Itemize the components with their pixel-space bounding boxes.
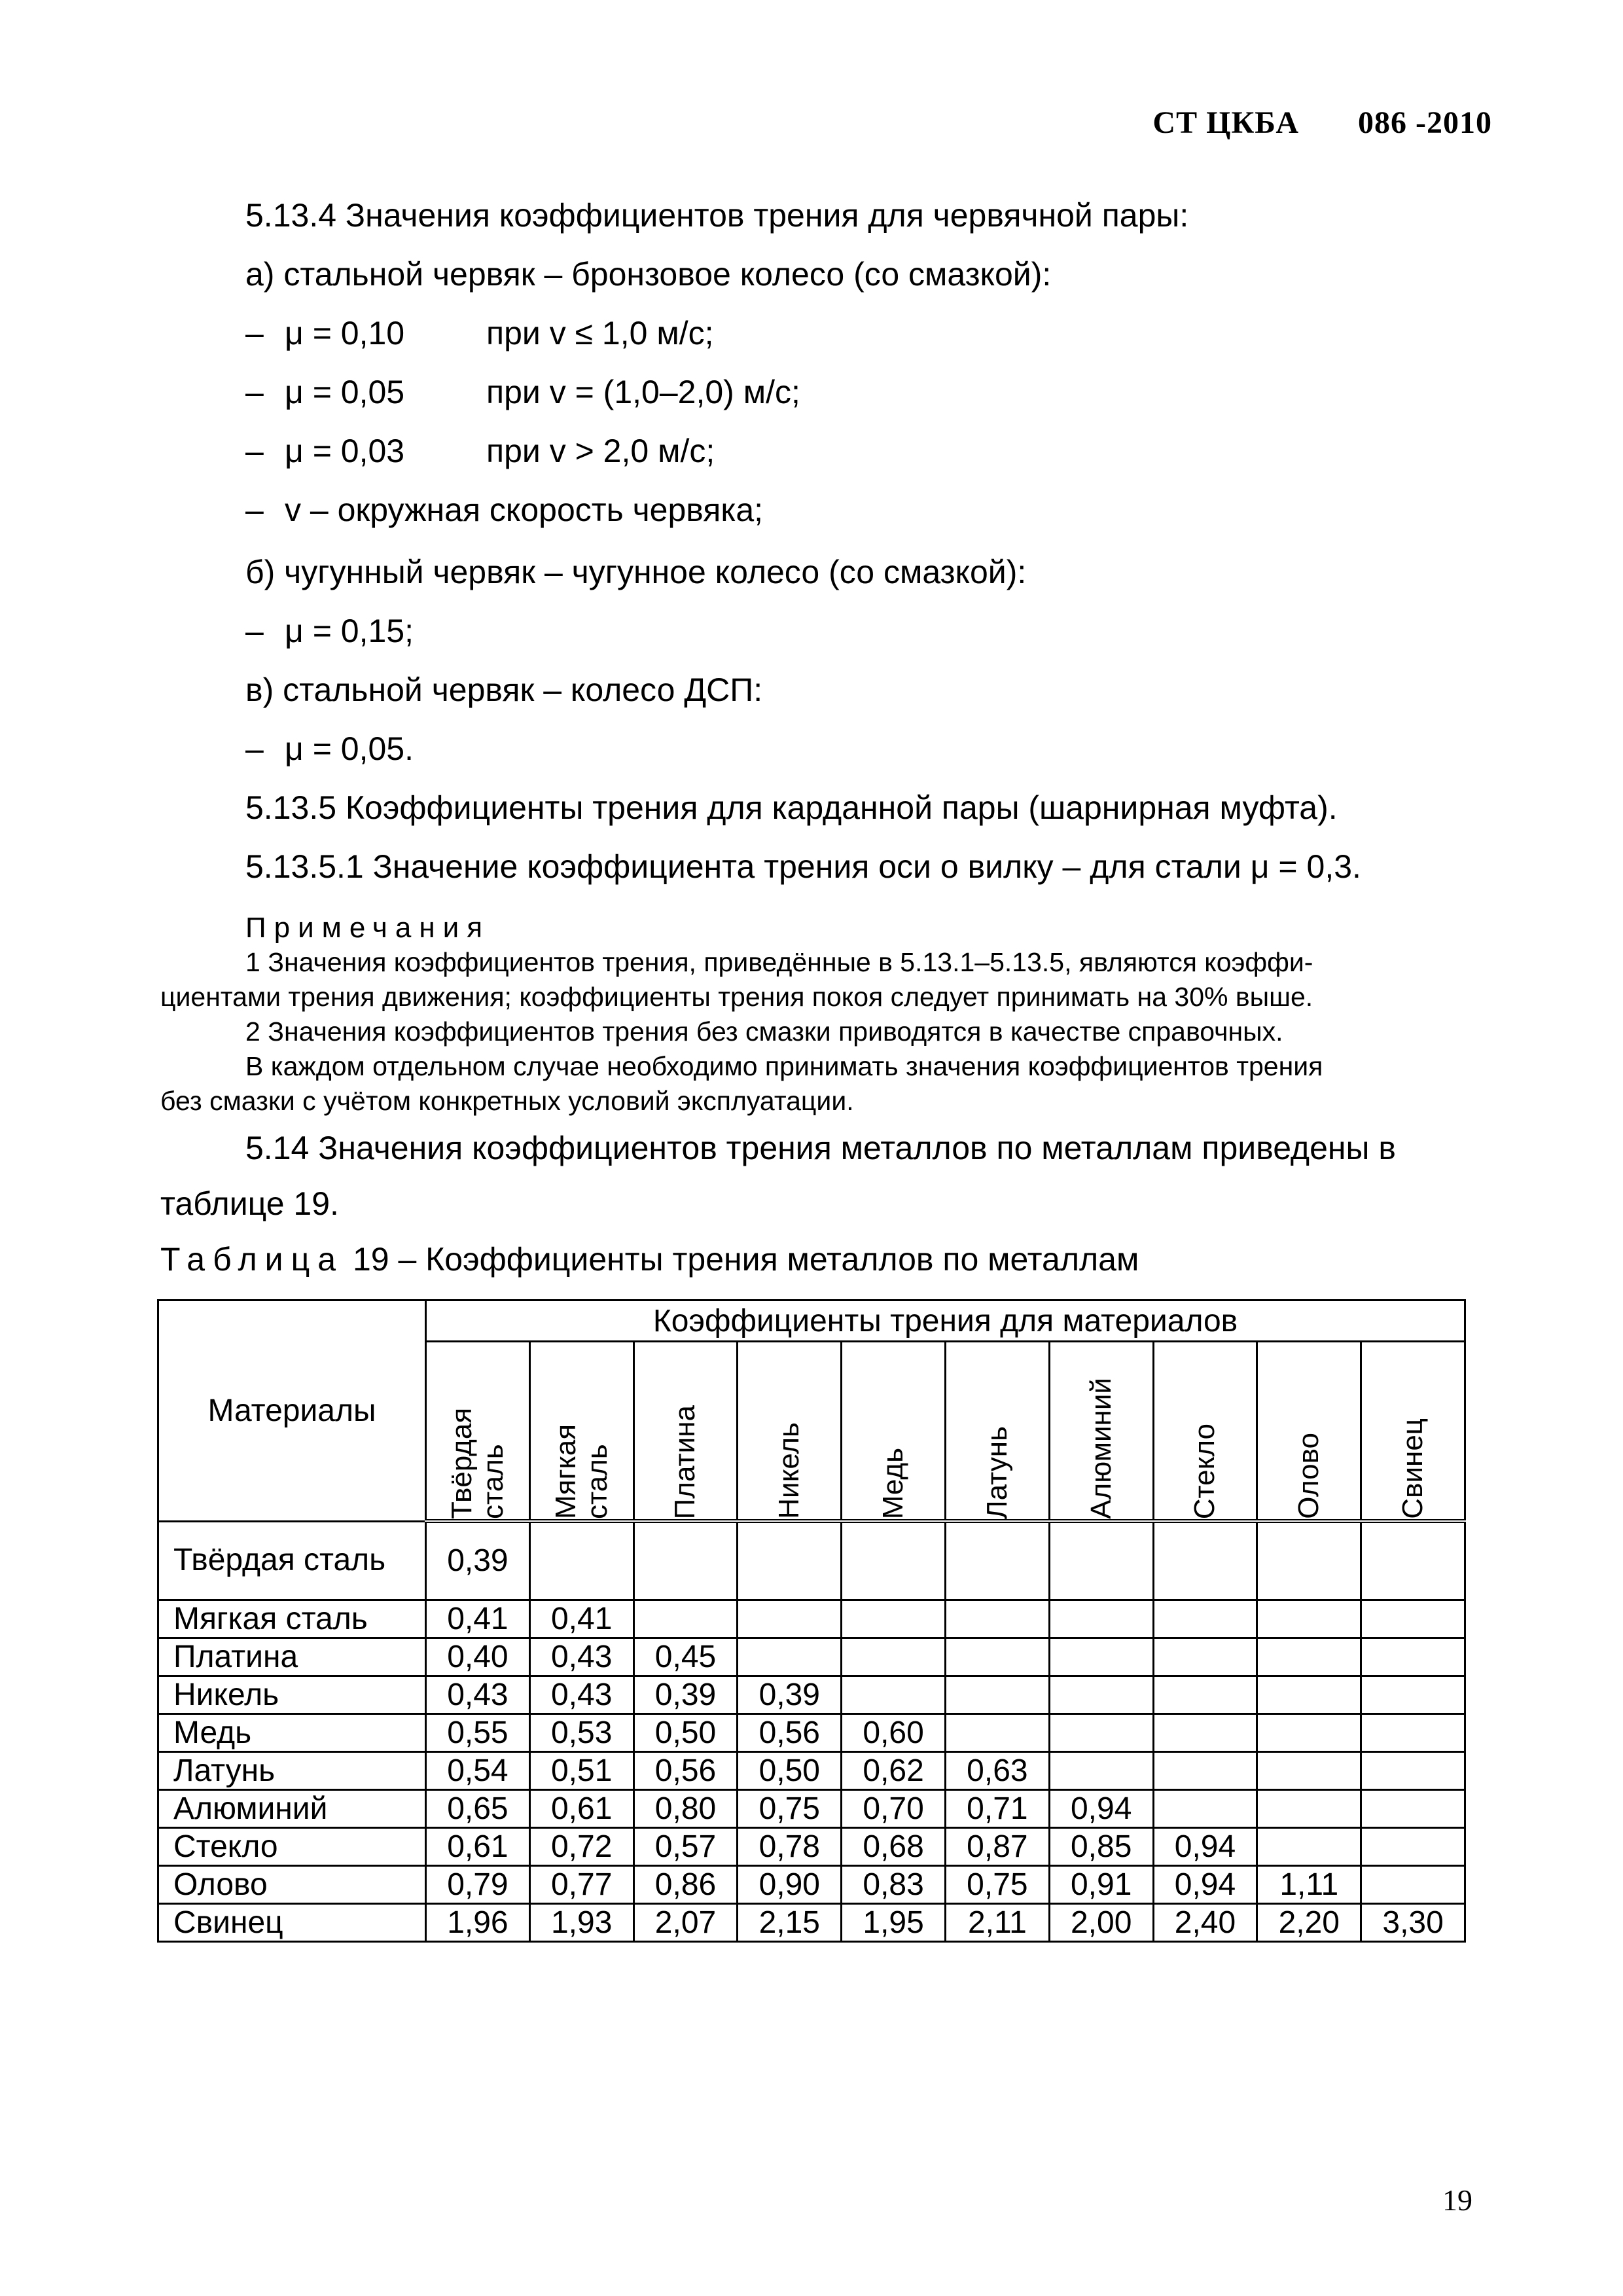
table-cell xyxy=(738,1521,842,1600)
table-cell xyxy=(1153,1713,1257,1751)
table-cell xyxy=(1361,1600,1465,1638)
table-cell xyxy=(1049,1676,1153,1713)
table-cell xyxy=(1049,1521,1153,1600)
list-dash: – xyxy=(245,315,264,351)
table-cell xyxy=(945,1676,1049,1713)
table-cell xyxy=(1049,1600,1153,1638)
column-header-label: Никель xyxy=(773,1422,806,1519)
table-cell xyxy=(1257,1751,1361,1789)
list-dash: – xyxy=(245,374,264,410)
table-row xyxy=(158,1521,1465,1600)
column-header xyxy=(529,1342,633,1522)
table-cell: 0,45 xyxy=(633,1638,738,1676)
column-header xyxy=(426,1342,530,1522)
column-header xyxy=(1257,1342,1361,1522)
table-caption-label: Таблица xyxy=(160,1241,344,1278)
table-cell xyxy=(1049,1638,1153,1676)
section-5-13-5-1: 5.13.5.1 Значение коэффициента трения оси о вилку – для стали μ = 0,3. xyxy=(245,848,1361,885)
list-item xyxy=(245,314,834,353)
list-dash: – xyxy=(245,433,264,469)
table-cell xyxy=(945,1713,1049,1751)
table-cell: 1,95 xyxy=(842,1903,946,1941)
friction-formula: μ = 0,05 xyxy=(285,374,405,410)
friction-formula: μ = 0,15; xyxy=(285,613,414,649)
table-cell: 0,40 xyxy=(426,1638,530,1676)
friction-formula: μ = 0,03 xyxy=(285,433,405,469)
table-cell: 0,43 xyxy=(529,1638,633,1676)
column-header-label: Медь xyxy=(877,1447,910,1519)
column-header-label: Мягкая сталь xyxy=(549,1424,613,1519)
standard-number: 086 -2010 xyxy=(1358,105,1492,140)
table-row xyxy=(158,1751,1465,1789)
list-item xyxy=(245,491,1031,530)
table-cell xyxy=(1257,1638,1361,1676)
table-cell xyxy=(1153,1638,1257,1676)
document-header xyxy=(1152,105,1492,141)
table-row xyxy=(158,1827,1465,1865)
table-cell: 0,87 xyxy=(945,1827,1049,1865)
table-cell xyxy=(1153,1789,1257,1827)
table-cell: 0,70 xyxy=(842,1789,946,1827)
table-cell: 0,91 xyxy=(1049,1865,1153,1903)
section-5-13-4-title: 5.13.4 Значения коэффициентов трения для червячной пары: xyxy=(245,197,1189,234)
table-cell: 2,11 xyxy=(945,1903,1049,1941)
table-cell: 0,60 xyxy=(842,1713,946,1751)
table-cell xyxy=(1361,1865,1465,1903)
table-cell xyxy=(842,1600,946,1638)
note-2-line-2: В каждом отдельном случае необходимо принимать значения коэффициентов трения xyxy=(245,1051,1323,1081)
table-cell xyxy=(842,1638,946,1676)
column-header-label: Алюминий xyxy=(1084,1378,1117,1519)
table-cell xyxy=(1257,1827,1361,1865)
table-cell: 0,51 xyxy=(529,1751,633,1789)
item-c-label: в) стальной червяк – колесо ДСП: xyxy=(245,672,763,708)
table-cell: 0,78 xyxy=(738,1827,842,1865)
column-header xyxy=(1361,1342,1465,1522)
table-cell: 0,71 xyxy=(945,1789,1049,1827)
table-cell: 0,75 xyxy=(945,1865,1049,1903)
table-cell: 0,41 xyxy=(529,1600,633,1638)
table-cell xyxy=(1153,1676,1257,1713)
table-row xyxy=(158,1676,1465,1713)
table-cell: 0,56 xyxy=(633,1751,738,1789)
table-cell xyxy=(945,1521,1049,1600)
section-5-14-line-1: 5.14 Значения коэффициентов трения металлов по металлам приведены в xyxy=(245,1130,1396,1166)
table-cell xyxy=(1153,1521,1257,1600)
table-cell xyxy=(1257,1713,1361,1751)
table-caption-title: 19 – Коэффициенты трения металлов по металлам xyxy=(344,1241,1139,1278)
row-material-name: Стекло xyxy=(158,1827,426,1865)
section-5-13-5: 5.13.5 Коэффициенты трения для карданной пары (шарнирная муфта). xyxy=(245,789,1338,826)
table-cell xyxy=(1361,1751,1465,1789)
table-cell: 0,39 xyxy=(738,1676,842,1713)
table-cell xyxy=(1257,1789,1361,1827)
table-caption xyxy=(160,1240,1139,1278)
table-cell: 0,90 xyxy=(738,1865,842,1903)
table-cell: 0,85 xyxy=(1049,1827,1153,1865)
section-5-14-line-2: таблице 19. xyxy=(160,1185,339,1222)
speed-condition: при v ≤ 1,0 м/с; xyxy=(486,315,714,351)
list-item xyxy=(245,612,834,651)
column-header-label: Твёрдая сталь xyxy=(445,1407,509,1519)
table-cell: 0,43 xyxy=(426,1676,530,1713)
column-header xyxy=(1049,1342,1153,1522)
table-cell: 0,86 xyxy=(633,1865,738,1903)
list-dash: – xyxy=(245,492,264,528)
table-cell: 0,53 xyxy=(529,1713,633,1751)
table-cell: 0,56 xyxy=(738,1713,842,1751)
table-cell: 2,20 xyxy=(1257,1903,1361,1941)
standard-code: СТ ЦКБА xyxy=(1152,105,1300,140)
table-cell xyxy=(1153,1600,1257,1638)
item-a-label: а) стальной червяк – бронзовое колесо (со смазкой): xyxy=(245,256,1052,293)
speed-condition: при v > 2,0 м/с; xyxy=(486,433,715,469)
column-header-label: Свинец xyxy=(1397,1418,1429,1519)
table-row xyxy=(158,1638,1465,1676)
column-header-label: Платина xyxy=(669,1405,702,1519)
column-header xyxy=(945,1342,1049,1522)
table-cell: 0,50 xyxy=(738,1751,842,1789)
note-1-line-2: циентами трения движения; коэффициенты трения покоя следует принимать на 30% выше. xyxy=(160,982,1313,1012)
list-item xyxy=(245,730,834,769)
row-material-name: Медь xyxy=(158,1713,426,1751)
row-material-name: Никель xyxy=(158,1676,426,1713)
table-cell: 0,94 xyxy=(1153,1827,1257,1865)
table-row xyxy=(158,1600,1465,1638)
notes-heading: Примечания xyxy=(245,912,491,944)
table-cell: 1,11 xyxy=(1257,1865,1361,1903)
table-cell: 0,72 xyxy=(529,1827,633,1865)
table-cell: 0,41 xyxy=(426,1600,530,1638)
definition-text: v – окружная скорость червяка; xyxy=(285,492,764,528)
note-2-line-1: 2 Значения коэффициентов трения без смазки приводятся в качестве справочных. xyxy=(245,1016,1283,1047)
table-cell: 0,68 xyxy=(842,1827,946,1865)
table-cell xyxy=(842,1521,946,1600)
table-cell: 0,39 xyxy=(426,1521,530,1600)
table-cell: 2,15 xyxy=(738,1903,842,1941)
table-cell: 0,43 xyxy=(529,1676,633,1713)
note-1-line-1: 1 Значения коэффициентов трения, приведённые в 5.13.1–5.13.5, являются коэффи- xyxy=(245,947,1313,977)
friction-table xyxy=(157,1299,1466,1943)
list-item xyxy=(245,432,834,471)
item-b-label: б) чугунный червяк – чугунное колесо (со смазкой): xyxy=(245,554,1027,590)
list-dash: – xyxy=(245,613,264,649)
friction-formula: μ = 0,05. xyxy=(285,730,414,767)
page-number: 19 xyxy=(1442,2183,1472,2217)
row-material-name: Твёрдая сталь xyxy=(158,1521,426,1600)
row-material-name: Латунь xyxy=(158,1751,426,1789)
table-row xyxy=(158,1713,1465,1751)
table-cell xyxy=(529,1521,633,1600)
table-cell xyxy=(1361,1638,1465,1676)
table-cell: 0,61 xyxy=(426,1827,530,1865)
table-cell: 1,96 xyxy=(426,1903,530,1941)
table-cell: 0,94 xyxy=(1153,1865,1257,1903)
list-item xyxy=(245,373,834,412)
row-material-name: Мягкая сталь xyxy=(158,1600,426,1638)
table-cell xyxy=(1049,1713,1153,1751)
table-cell xyxy=(1361,1713,1465,1751)
table-cell: 2,07 xyxy=(633,1903,738,1941)
table-cell xyxy=(945,1600,1049,1638)
table-cell xyxy=(633,1521,738,1600)
table-cell: 1,93 xyxy=(529,1903,633,1941)
table-cell xyxy=(633,1600,738,1638)
column-header-label: Латунь xyxy=(980,1426,1013,1519)
table-cell: 0,94 xyxy=(1049,1789,1153,1827)
column-header-label: Олово xyxy=(1293,1433,1325,1519)
row-material-name: Олово xyxy=(158,1865,426,1903)
column-header xyxy=(842,1342,946,1522)
column-header xyxy=(633,1342,738,1522)
table-row xyxy=(158,1865,1465,1903)
table-cell xyxy=(1049,1751,1153,1789)
table-cell: 0,62 xyxy=(842,1751,946,1789)
table-cell xyxy=(738,1638,842,1676)
table-cell xyxy=(945,1638,1049,1676)
table-cell xyxy=(1361,1789,1465,1827)
table-cell: 0,61 xyxy=(529,1789,633,1827)
table-cell xyxy=(1257,1600,1361,1638)
table-cell: 0,83 xyxy=(842,1865,946,1903)
row-material-name: Платина xyxy=(158,1638,426,1676)
table-cell: 0,65 xyxy=(426,1789,530,1827)
table-cell xyxy=(738,1600,842,1638)
table-cell xyxy=(1153,1751,1257,1789)
table-cell xyxy=(1361,1521,1465,1600)
table-cell: 0,54 xyxy=(426,1751,530,1789)
list-dash: – xyxy=(245,730,264,767)
table-cell: 0,39 xyxy=(633,1676,738,1713)
table-cell: 0,57 xyxy=(633,1827,738,1865)
table-cell: 0,50 xyxy=(633,1713,738,1751)
row-material-name: Свинец xyxy=(158,1903,426,1941)
column-header xyxy=(738,1342,842,1522)
column-header-label: Стекло xyxy=(1188,1423,1221,1519)
table-cell: 0,55 xyxy=(426,1713,530,1751)
table-cell xyxy=(1257,1676,1361,1713)
table-cell xyxy=(1257,1521,1361,1600)
table-row xyxy=(158,1789,1465,1827)
friction-formula: μ = 0,10 xyxy=(285,315,405,351)
table-cell: 2,40 xyxy=(1153,1903,1257,1941)
table-cell: 3,30 xyxy=(1361,1903,1465,1941)
row-material-name: Алюминий xyxy=(158,1789,426,1827)
column-header xyxy=(1153,1342,1257,1522)
table-row xyxy=(158,1903,1465,1941)
table-cell: 2,00 xyxy=(1049,1903,1153,1941)
table-cell xyxy=(1361,1676,1465,1713)
table-cell: 0,80 xyxy=(633,1789,738,1827)
table-cell xyxy=(842,1676,946,1713)
table-cell: 0,79 xyxy=(426,1865,530,1903)
materials-header: Материалы xyxy=(158,1300,426,1522)
speed-condition: при v = (1,0–2,0) м/с; xyxy=(486,374,800,410)
table-cell: 0,75 xyxy=(738,1789,842,1827)
note-2-line-3: без смазки с учётом конкретных условий эксплуатации. xyxy=(160,1086,854,1116)
table-cell: 0,63 xyxy=(945,1751,1049,1789)
coefficients-group-header: Коэффициенты трения для материалов xyxy=(426,1300,1465,1342)
table-cell: 0,77 xyxy=(529,1865,633,1903)
table-cell xyxy=(1361,1827,1465,1865)
